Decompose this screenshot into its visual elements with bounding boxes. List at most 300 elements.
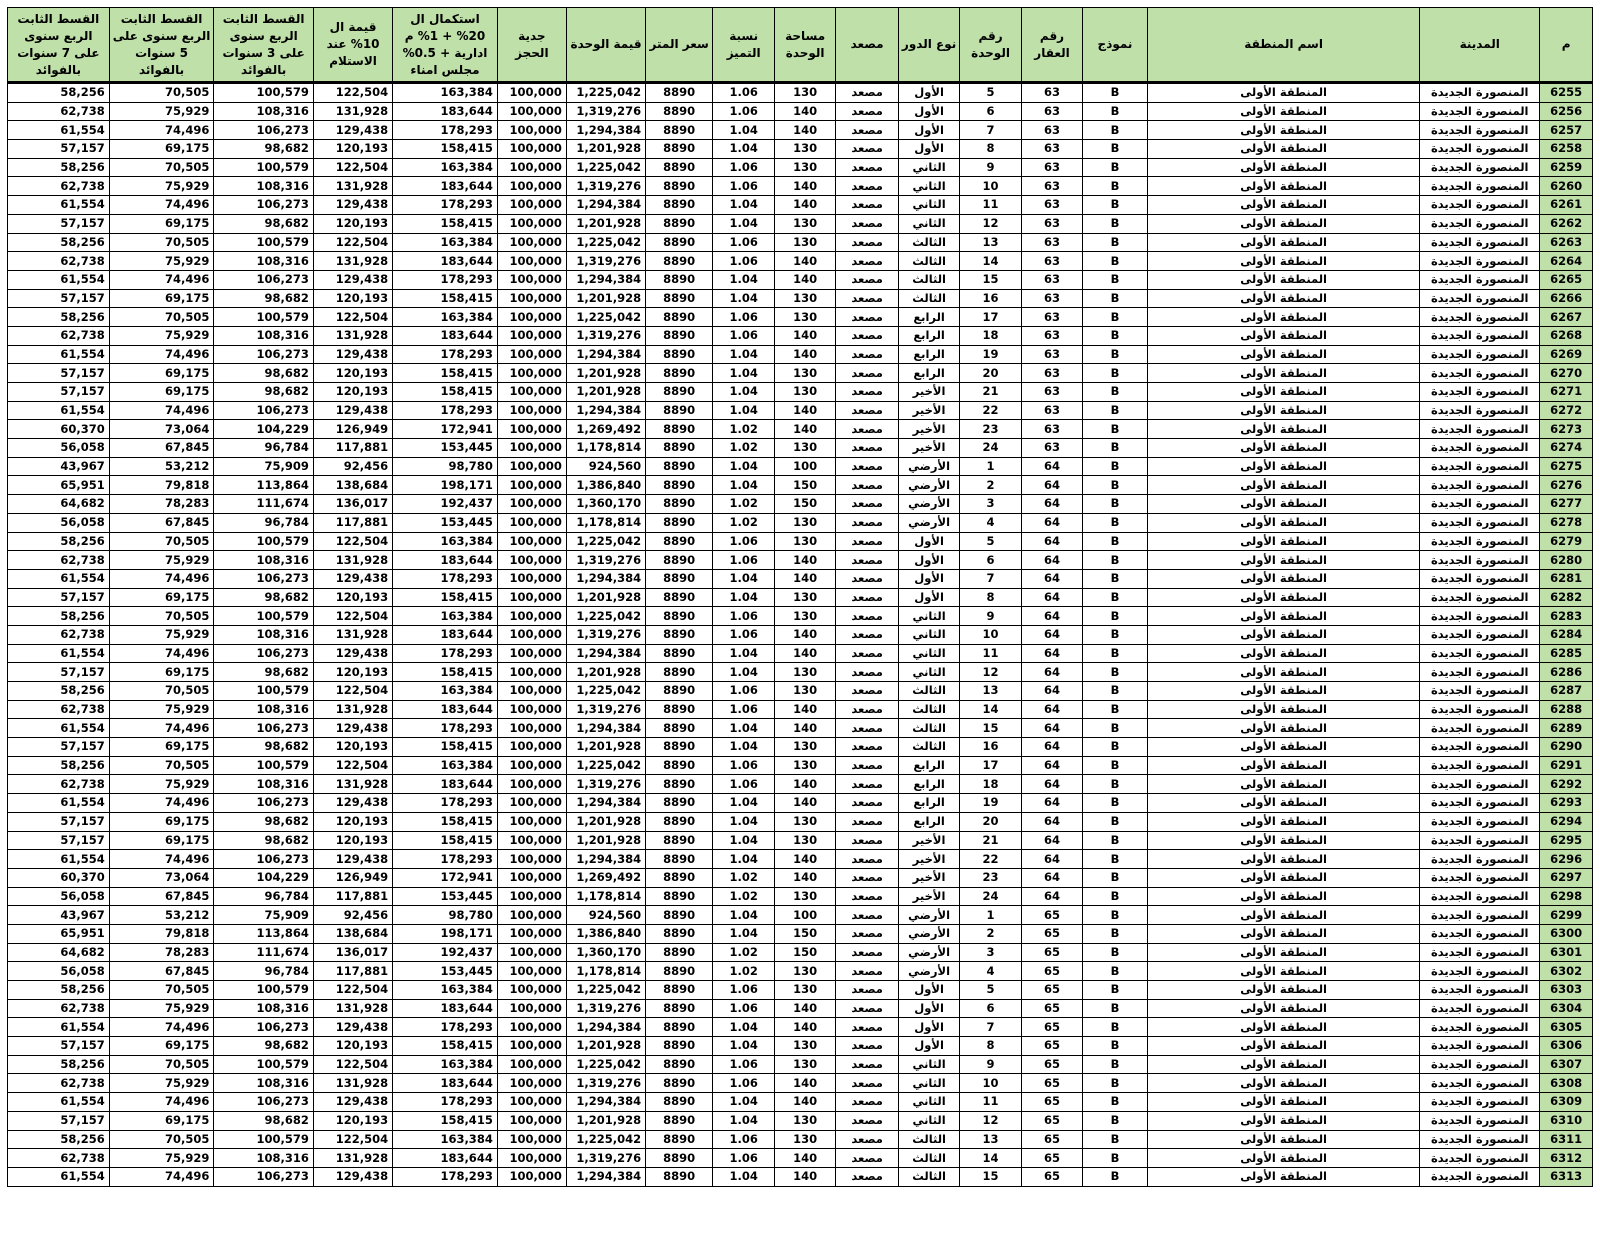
cell-model: B	[1082, 850, 1147, 869]
cell-property-number: 63	[1022, 102, 1083, 121]
cell-meter-price: 8890	[646, 102, 713, 121]
cell-floor-type: الأول	[899, 999, 960, 1018]
cell-booking-deposit: 100,000	[497, 177, 566, 196]
cell-floor-type: الأول	[899, 83, 960, 103]
cell-installment-5y: 69,175	[109, 831, 214, 850]
cell-city: المنصورة الجديدة	[1420, 999, 1540, 1018]
cell-meter-price: 8890	[646, 270, 713, 289]
cell-index: 6275	[1540, 457, 1593, 476]
cell-booking-deposit: 100,000	[497, 121, 566, 140]
cell-installment-7y: 62,738	[8, 1149, 110, 1168]
cell-booking-deposit: 100,000	[497, 1111, 566, 1130]
cell-elevator: مصعد	[836, 1130, 899, 1149]
cell-installment-3y: 100,579	[214, 532, 314, 551]
table-row	[8, 943, 1593, 962]
cell-booking-deposit: 100,000	[497, 551, 566, 570]
cell-installment-3y: 104,229	[214, 420, 314, 439]
cell-area-name: المنطقة الأولى	[1148, 270, 1420, 289]
cell-index: 6291	[1540, 756, 1593, 775]
cell-property-number: 63	[1022, 158, 1083, 177]
cell-unit-area: 100	[775, 906, 836, 925]
cell-area-name: المنطقة الأولى	[1148, 383, 1420, 402]
cell-installment-7y: 61,554	[8, 345, 110, 364]
cell-unit-area: 140	[775, 700, 836, 719]
cell-premium-ratio: 1.04	[713, 663, 775, 682]
cell-installment-5y: 75,929	[109, 102, 214, 121]
cell-floor-type: الأول	[899, 551, 960, 570]
cell-installment-3y: 106,273	[214, 569, 314, 588]
cell-installment-5y: 75,929	[109, 625, 214, 644]
cell-completion-20: 183,644	[393, 326, 498, 345]
cell-elevator: مصعد	[836, 214, 899, 233]
cell-floor-type: الثاني	[899, 1093, 960, 1112]
cell-installment-7y: 58,256	[8, 1055, 110, 1074]
cell-unit-value: 1,319,276	[566, 551, 645, 570]
cell-completion-20: 153,445	[393, 513, 498, 532]
cell-property-number: 64	[1022, 644, 1083, 663]
cell-property-number: 64	[1022, 663, 1083, 682]
cell-index: 6288	[1540, 700, 1593, 719]
cell-index: 6292	[1540, 775, 1593, 794]
cell-premium-ratio: 1.04	[713, 476, 775, 495]
cell-booking-deposit: 100,000	[497, 756, 566, 775]
cell-premium-ratio: 1.06	[713, 326, 775, 345]
cell-unit-area: 130	[775, 831, 836, 850]
cell-unit-value: 1,319,276	[566, 999, 645, 1018]
cell-unit-number: 6	[960, 102, 1022, 121]
cell-index: 6262	[1540, 214, 1593, 233]
cell-area-name: المنطقة الأولى	[1148, 121, 1420, 140]
cell-installment-3y: 108,316	[214, 775, 314, 794]
cell-property-number: 64	[1022, 868, 1083, 887]
cell-unit-number: 8	[960, 1037, 1022, 1056]
cell-elevator: مصعد	[836, 700, 899, 719]
cell-model: B	[1082, 999, 1147, 1018]
cell-handover-10: 120,193	[313, 140, 392, 159]
table-row	[8, 625, 1593, 644]
cell-booking-deposit: 100,000	[497, 607, 566, 626]
cell-installment-7y: 61,554	[8, 794, 110, 813]
cell-premium-ratio: 1.04	[713, 924, 775, 943]
cell-floor-type: الأرضي	[899, 962, 960, 981]
cell-unit-area: 130	[775, 682, 836, 701]
cell-premium-ratio: 1.04	[713, 401, 775, 420]
cell-meter-price: 8890	[646, 1055, 713, 1074]
cell-premium-ratio: 1.06	[713, 1074, 775, 1093]
cell-model: B	[1082, 569, 1147, 588]
cell-unit-number: 14	[960, 700, 1022, 719]
cell-model: B	[1082, 495, 1147, 514]
cell-elevator: مصعد	[836, 943, 899, 962]
cell-floor-type: الثالث	[899, 233, 960, 252]
cell-booking-deposit: 100,000	[497, 850, 566, 869]
cell-installment-5y: 75,929	[109, 551, 214, 570]
cell-unit-area: 140	[775, 420, 836, 439]
cell-premium-ratio: 1.04	[713, 738, 775, 757]
cell-handover-10: 120,193	[313, 738, 392, 757]
cell-meter-price: 8890	[646, 625, 713, 644]
cell-model: B	[1082, 1167, 1147, 1186]
cell-handover-10: 120,193	[313, 214, 392, 233]
cell-unit-area: 140	[775, 177, 836, 196]
cell-elevator: مصعد	[836, 495, 899, 514]
cell-floor-type: الأخير	[899, 831, 960, 850]
cell-unit-area: 140	[775, 1074, 836, 1093]
cell-area-name: المنطقة الأولى	[1148, 644, 1420, 663]
cell-property-number: 64	[1022, 794, 1083, 813]
cell-city: المنصورة الجديدة	[1420, 196, 1540, 215]
cell-handover-10: 120,193	[313, 364, 392, 383]
table-row	[8, 644, 1593, 663]
cell-meter-price: 8890	[646, 383, 713, 402]
cell-installment-7y: 58,256	[8, 158, 110, 177]
cell-installment-7y: 60,370	[8, 868, 110, 887]
cell-area-name: المنطقة الأولى	[1148, 700, 1420, 719]
cell-premium-ratio: 1.04	[713, 270, 775, 289]
table-row	[8, 588, 1593, 607]
cell-property-number: 63	[1022, 401, 1083, 420]
cell-unit-area: 140	[775, 345, 836, 364]
cell-installment-7y: 62,738	[8, 625, 110, 644]
cell-index: 6293	[1540, 794, 1593, 813]
cell-installment-7y: 56,058	[8, 887, 110, 906]
cell-unit-area: 130	[775, 233, 836, 252]
cell-installment-3y: 75,909	[214, 457, 314, 476]
cell-premium-ratio: 1.04	[713, 345, 775, 364]
cell-unit-value: 1,360,170	[566, 495, 645, 514]
cell-installment-3y: 108,316	[214, 1149, 314, 1168]
cell-property-number: 63	[1022, 364, 1083, 383]
cell-completion-20: 183,644	[393, 625, 498, 644]
cell-installment-7y: 61,554	[8, 719, 110, 738]
cell-premium-ratio: 1.06	[713, 999, 775, 1018]
cell-unit-value: 1,294,384	[566, 1093, 645, 1112]
cell-unit-number: 19	[960, 794, 1022, 813]
table-row	[8, 607, 1593, 626]
cell-installment-3y: 96,784	[214, 887, 314, 906]
cell-unit-number: 18	[960, 326, 1022, 345]
cell-model: B	[1082, 962, 1147, 981]
cell-floor-type: الثالث	[899, 1167, 960, 1186]
cell-meter-price: 8890	[646, 364, 713, 383]
cell-index: 6269	[1540, 345, 1593, 364]
cell-city: المنصورة الجديدة	[1420, 812, 1540, 831]
cell-installment-5y: 69,175	[109, 383, 214, 402]
cell-model: B	[1082, 476, 1147, 495]
table-row	[8, 196, 1593, 215]
table-row	[8, 756, 1593, 775]
cell-property-number: 65	[1022, 943, 1083, 962]
cell-completion-20: 158,415	[393, 289, 498, 308]
cell-city: المنصورة الجديدة	[1420, 887, 1540, 906]
cell-floor-type: الأول	[899, 1018, 960, 1037]
cell-index: 6302	[1540, 962, 1593, 981]
cell-city: المنصورة الجديدة	[1420, 850, 1540, 869]
table-row	[8, 420, 1593, 439]
cell-meter-price: 8890	[646, 700, 713, 719]
cell-city: المنصورة الجديدة	[1420, 625, 1540, 644]
header-cell-installment-3y: القسط الثابت الربع سنوى على 3 سنوات بالفوائد	[214, 8, 314, 83]
cell-floor-type: الأخير	[899, 868, 960, 887]
cell-premium-ratio: 1.06	[713, 158, 775, 177]
cell-index: 6266	[1540, 289, 1593, 308]
cell-floor-type: الثالث	[899, 289, 960, 308]
cell-city: المنصورة الجديدة	[1420, 308, 1540, 327]
cell-unit-area: 130	[775, 289, 836, 308]
cell-elevator: مصعد	[836, 364, 899, 383]
cell-floor-type: الرابع	[899, 308, 960, 327]
cell-completion-20: 158,415	[393, 364, 498, 383]
cell-unit-number: 16	[960, 289, 1022, 308]
cell-property-number: 63	[1022, 177, 1083, 196]
cell-index: 6280	[1540, 551, 1593, 570]
cell-elevator: مصعد	[836, 663, 899, 682]
cell-unit-number: 2	[960, 924, 1022, 943]
cell-property-number: 65	[1022, 1074, 1083, 1093]
table-row	[8, 401, 1593, 420]
cell-installment-3y: 106,273	[214, 121, 314, 140]
cell-unit-value: 1,225,042	[566, 83, 645, 103]
cell-property-number: 65	[1022, 1093, 1083, 1112]
cell-unit-number: 1	[960, 906, 1022, 925]
cell-handover-10: 122,504	[313, 756, 392, 775]
cell-premium-ratio: 1.06	[713, 83, 775, 103]
cell-unit-area: 140	[775, 1167, 836, 1186]
cell-unit-value: 1,201,928	[566, 364, 645, 383]
cell-handover-10: 120,193	[313, 812, 392, 831]
cell-installment-7y: 61,554	[8, 270, 110, 289]
cell-floor-type: الثالث	[899, 252, 960, 271]
cell-completion-20: 163,384	[393, 83, 498, 103]
cell-unit-value: 1,201,928	[566, 738, 645, 757]
cell-model: B	[1082, 439, 1147, 458]
cell-meter-price: 8890	[646, 831, 713, 850]
cell-completion-20: 198,171	[393, 476, 498, 495]
cell-index: 6277	[1540, 495, 1593, 514]
cell-installment-3y: 106,273	[214, 644, 314, 663]
cell-installment-3y: 98,682	[214, 383, 314, 402]
cell-index: 6267	[1540, 308, 1593, 327]
cell-index: 6272	[1540, 401, 1593, 420]
cell-elevator: مصعد	[836, 532, 899, 551]
cell-model: B	[1082, 364, 1147, 383]
cell-completion-20: 158,415	[393, 663, 498, 682]
cell-installment-3y: 106,273	[214, 1167, 314, 1186]
cell-unit-area: 130	[775, 756, 836, 775]
cell-city: المنصورة الجديدة	[1420, 682, 1540, 701]
cell-city: المنصورة الجديدة	[1420, 326, 1540, 345]
cell-unit-value: 1,386,840	[566, 476, 645, 495]
cell-installment-5y: 53,212	[109, 457, 214, 476]
cell-installment-7y: 57,157	[8, 738, 110, 757]
cell-floor-type: الثالث	[899, 1130, 960, 1149]
cell-city: المنصورة الجديدة	[1420, 102, 1540, 121]
cell-property-number: 64	[1022, 607, 1083, 626]
cell-meter-price: 8890	[646, 196, 713, 215]
cell-meter-price: 8890	[646, 719, 713, 738]
cell-elevator: مصعد	[836, 607, 899, 626]
header-cell-unit-value: قيمة الوحدة	[566, 8, 645, 83]
cell-premium-ratio: 1.06	[713, 625, 775, 644]
table-row	[8, 158, 1593, 177]
cell-unit-area: 130	[775, 83, 836, 103]
table-row	[8, 513, 1593, 532]
cell-installment-5y: 70,505	[109, 682, 214, 701]
cell-floor-type: الثاني	[899, 1074, 960, 1093]
cell-completion-20: 163,384	[393, 233, 498, 252]
cell-index: 6278	[1540, 513, 1593, 532]
table-row	[8, 1055, 1593, 1074]
cell-installment-3y: 106,273	[214, 1093, 314, 1112]
cell-index: 6258	[1540, 140, 1593, 159]
cell-city: المنصورة الجديدة	[1420, 439, 1540, 458]
cell-booking-deposit: 100,000	[497, 196, 566, 215]
cell-installment-5y: 75,929	[109, 775, 214, 794]
cell-model: B	[1082, 121, 1147, 140]
cell-premium-ratio: 1.04	[713, 1111, 775, 1130]
header-cell-booking-deposit: جدية الحجز	[497, 8, 566, 83]
cell-unit-number: 13	[960, 1130, 1022, 1149]
cell-elevator: مصعد	[836, 1093, 899, 1112]
cell-area-name: المنطقة الأولى	[1148, 812, 1420, 831]
cell-unit-area: 130	[775, 308, 836, 327]
cell-booking-deposit: 100,000	[497, 364, 566, 383]
cell-index: 6279	[1540, 532, 1593, 551]
cell-unit-area: 130	[775, 1055, 836, 1074]
cell-installment-3y: 100,579	[214, 756, 314, 775]
cell-unit-area: 130	[775, 887, 836, 906]
cell-booking-deposit: 100,000	[497, 326, 566, 345]
cell-unit-number: 12	[960, 214, 1022, 233]
cell-property-number: 64	[1022, 551, 1083, 570]
table-row	[8, 850, 1593, 869]
cell-installment-7y: 61,554	[8, 401, 110, 420]
cell-installment-7y: 56,058	[8, 439, 110, 458]
cell-city: المنصورة الجديدة	[1420, 1130, 1540, 1149]
cell-completion-20: 172,941	[393, 868, 498, 887]
table-row	[8, 495, 1593, 514]
table-row	[8, 326, 1593, 345]
cell-elevator: مصعد	[836, 719, 899, 738]
cell-unit-value: 1,178,814	[566, 439, 645, 458]
cell-city: المنصورة الجديدة	[1420, 644, 1540, 663]
header-cell-premium-ratio: نسبة التميز	[713, 8, 775, 83]
cell-index: 6257	[1540, 121, 1593, 140]
cell-installment-5y: 75,929	[109, 999, 214, 1018]
cell-booking-deposit: 100,000	[497, 663, 566, 682]
cell-area-name: المنطقة الأولى	[1148, 1130, 1420, 1149]
cell-unit-number: 13	[960, 682, 1022, 701]
cell-unit-value: 1,269,492	[566, 868, 645, 887]
cell-property-number: 65	[1022, 981, 1083, 1000]
cell-completion-20: 158,415	[393, 588, 498, 607]
cell-installment-5y: 79,818	[109, 924, 214, 943]
cell-premium-ratio: 1.04	[713, 383, 775, 402]
cell-premium-ratio: 1.06	[713, 756, 775, 775]
table-row	[8, 177, 1593, 196]
cell-model: B	[1082, 738, 1147, 757]
cell-premium-ratio: 1.04	[713, 906, 775, 925]
cell-completion-20: 158,415	[393, 831, 498, 850]
cell-installment-7y: 65,951	[8, 924, 110, 943]
cell-unit-value: 1,360,170	[566, 943, 645, 962]
cell-index: 6306	[1540, 1037, 1593, 1056]
cell-floor-type: الثالث	[899, 719, 960, 738]
cell-handover-10: 117,881	[313, 887, 392, 906]
cell-booking-deposit: 100,000	[497, 1130, 566, 1149]
cell-unit-number: 2	[960, 476, 1022, 495]
cell-handover-10: 129,438	[313, 644, 392, 663]
cell-completion-20: 158,415	[393, 812, 498, 831]
cell-handover-10: 138,684	[313, 924, 392, 943]
table-row	[8, 1093, 1593, 1112]
cell-floor-type: الأرضي	[899, 924, 960, 943]
cell-index: 6304	[1540, 999, 1593, 1018]
cell-completion-20: 178,293	[393, 196, 498, 215]
cell-floor-type: الأخير	[899, 401, 960, 420]
cell-unit-area: 130	[775, 588, 836, 607]
cell-model: B	[1082, 868, 1147, 887]
cell-elevator: مصعد	[836, 326, 899, 345]
cell-elevator: مصعد	[836, 121, 899, 140]
cell-installment-3y: 106,273	[214, 1018, 314, 1037]
cell-unit-number: 5	[960, 83, 1022, 103]
cell-model: B	[1082, 719, 1147, 738]
cell-handover-10: 131,928	[313, 999, 392, 1018]
cell-installment-3y: 100,579	[214, 83, 314, 103]
cell-unit-number: 24	[960, 887, 1022, 906]
cell-completion-20: 163,384	[393, 308, 498, 327]
cell-installment-7y: 61,554	[8, 196, 110, 215]
cell-booking-deposit: 100,000	[497, 569, 566, 588]
cell-installment-5y: 70,505	[109, 532, 214, 551]
cell-completion-20: 163,384	[393, 1055, 498, 1074]
cell-installment-7y: 58,256	[8, 308, 110, 327]
cell-elevator: مصعد	[836, 756, 899, 775]
cell-index: 6287	[1540, 682, 1593, 701]
cell-installment-3y: 96,784	[214, 513, 314, 532]
cell-area-name: المنطقة الأولى	[1148, 794, 1420, 813]
header-row	[8, 8, 1593, 83]
cell-elevator: مصعد	[836, 158, 899, 177]
cell-city: المنصورة الجديدة	[1420, 1074, 1540, 1093]
cell-unit-area: 140	[775, 1093, 836, 1112]
cell-meter-price: 8890	[646, 682, 713, 701]
cell-index: 6297	[1540, 868, 1593, 887]
cell-elevator: مصعد	[836, 1167, 899, 1186]
cell-model: B	[1082, 831, 1147, 850]
cell-unit-value: 1,178,814	[566, 887, 645, 906]
cell-elevator: مصعد	[836, 868, 899, 887]
cell-completion-20: 163,384	[393, 756, 498, 775]
cell-installment-5y: 70,505	[109, 1130, 214, 1149]
cell-floor-type: الرابع	[899, 364, 960, 383]
cell-unit-value: 1,201,928	[566, 1037, 645, 1056]
cell-installment-3y: 98,682	[214, 1111, 314, 1130]
cell-elevator: مصعد	[836, 588, 899, 607]
table-row	[8, 663, 1593, 682]
cell-installment-7y: 61,554	[8, 850, 110, 869]
cell-booking-deposit: 100,000	[497, 831, 566, 850]
cell-booking-deposit: 100,000	[497, 233, 566, 252]
cell-premium-ratio: 1.06	[713, 607, 775, 626]
cell-premium-ratio: 1.04	[713, 364, 775, 383]
cell-unit-number: 18	[960, 775, 1022, 794]
cell-index: 6311	[1540, 1130, 1593, 1149]
cell-installment-3y: 108,316	[214, 1074, 314, 1093]
cell-area-name: المنطقة الأولى	[1148, 532, 1420, 551]
cell-city: المنصورة الجديدة	[1420, 214, 1540, 233]
